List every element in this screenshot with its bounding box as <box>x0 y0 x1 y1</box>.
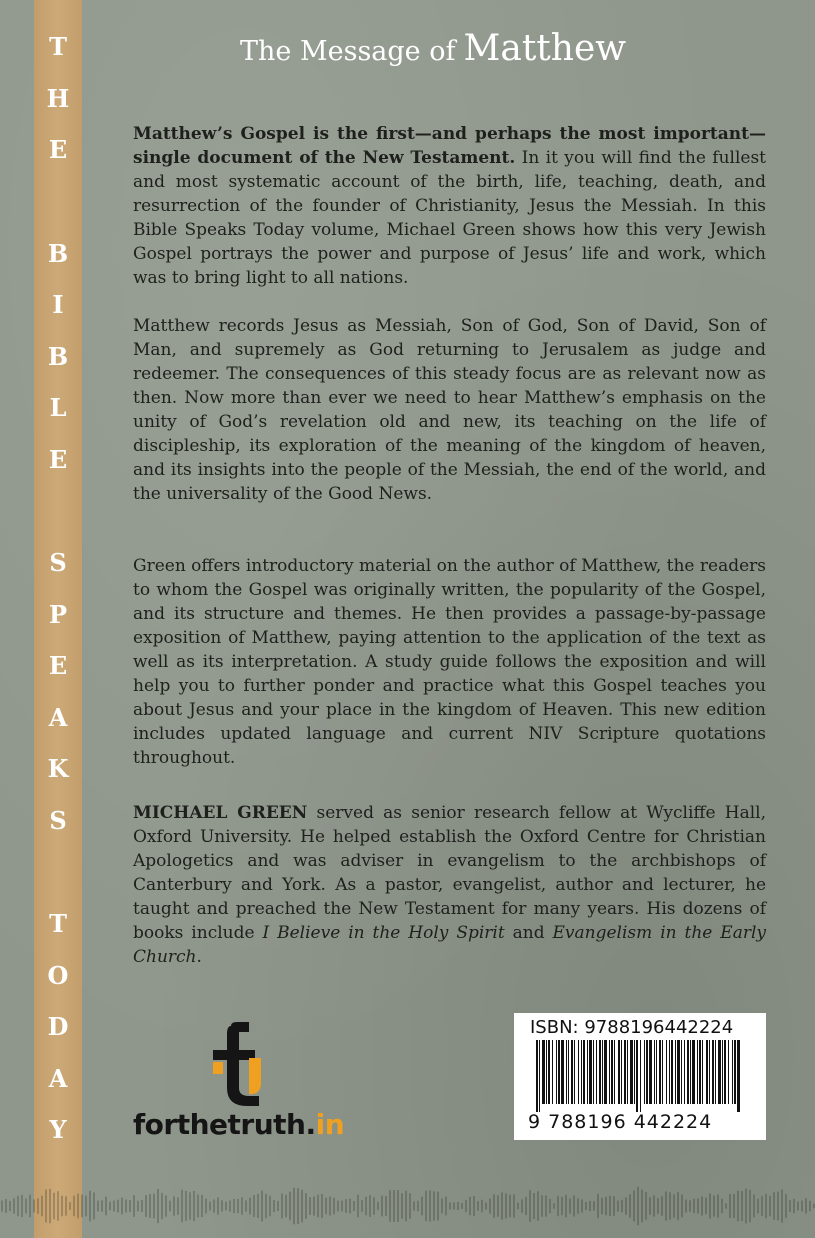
author-bio-text-1: served as senior research fellow at Wycliffe Hall, Oxford University. He helped establish the Oxford Centre for Christian Apologetics and was adviser in evangelism to the archbishops of Canterbury and York. As a pastor, evangelist, author and lecturer, he taught and preached the New Testament for many years. His dozens of books include <box>133 803 766 943</box>
spine-letter: O <box>47 961 69 990</box>
publisher-logo-icon <box>209 1022 273 1108</box>
spine-letter: B <box>47 342 69 371</box>
isbn-digits: 9 788196 442224 <box>528 1111 713 1133</box>
spine-letter: I <box>52 290 64 319</box>
wordmark-part-1: forthe <box>133 1108 228 1141</box>
spine-letter: D <box>47 1012 69 1041</box>
spine-letter: K <box>47 754 69 783</box>
spine-letter: E <box>48 445 68 474</box>
blurb-paragraph-2: Matthew records Jesus as Messiah, Son of God, Son of David, Son of Man, and supremely as God returning to Jerusalem as judge and redeemer. The consequences of this steady focus are as relevant now as then. Now more than ever we need to hear Matthew’s emphasis on the unity of God’s revelation old and new, its teaching on the life of discipleship, its exploration of the meaning of the kingdom of heaven, and its insights into the people of the Messiah, the end of the world, and the universality of the Good News. <box>133 316 766 504</box>
wordmark-part-3: in <box>315 1108 345 1141</box>
book-title <box>240 28 670 69</box>
spine-letter: E <box>48 135 68 164</box>
spine-letter: B <box>47 239 69 268</box>
book-title-1: I Believe in the Holy Spirit <box>262 923 505 943</box>
book-title-2: Evangelism in the Early Church <box>133 923 766 967</box>
isbn-barcode-panel <box>514 1013 766 1140</box>
spine-letter: S <box>49 548 67 577</box>
spine-letter: T <box>49 909 67 938</box>
title-main: Matthew <box>463 28 627 69</box>
author-name: MICHAEL GREEN <box>133 803 308 823</box>
spine-letter: T <box>49 32 67 61</box>
spine-letter: L <box>49 393 67 422</box>
spine-letter: A <box>48 1064 68 1093</box>
blurb-paragraph-1 <box>133 122 766 290</box>
spine-letter: P <box>48 600 68 629</box>
isbn-label: ISBN: 9788196442224 <box>530 1017 734 1038</box>
spine-letter: A <box>48 703 68 732</box>
blurb-paragraph-3: Green offers introductory material on the author of Matthew, the readers to whom the Gospel was originally written, the popularity of the Gospel, and its structure and themes. He then provides a passage-by-passage exposition of Matthew, paying attention to the application of the text as well as its interpretation. A study guide follows the exposition and will help you to further ponder and practice what this Gospel teaches you about Jesus and your place in the kingdom of Heaven. This new edition includes updated language and current NIV Scripture quotations throughout. <box>133 556 766 768</box>
blurb-lead-sentence: Matthew’s Gospel is the first—and perhaps the most important—single document of the New Testament. <box>133 124 766 168</box>
spine-letter: E <box>48 651 68 680</box>
audio-waveform-decoration <box>0 1175 815 1238</box>
spine-letter: Y <box>49 1115 67 1144</box>
blurb-paragraph-1-text: In it you will find the fullest and most systematic account of the birth, life, teaching, death, and resurrection of the founder of Christianity, Jesus the Messiah. In this Bible Speaks Today volume, Michael Green shows how this very Jewish Gospel portrays the power and purpose of Jesus’ life and work, which was to bring light to all nations. <box>133 148 767 288</box>
barcode-icon <box>536 1040 746 1112</box>
wordmark-part-2: truth. <box>227 1108 316 1141</box>
publisher-wordmark <box>133 1108 344 1141</box>
spine-letter: H <box>46 84 70 113</box>
author-bio-text-3: . <box>196 947 202 967</box>
title-prefix: The Message of <box>240 36 456 67</box>
author-bio-text-2: and <box>504 923 553 943</box>
spine-letter: S <box>49 806 67 835</box>
author-bio <box>133 801 766 969</box>
